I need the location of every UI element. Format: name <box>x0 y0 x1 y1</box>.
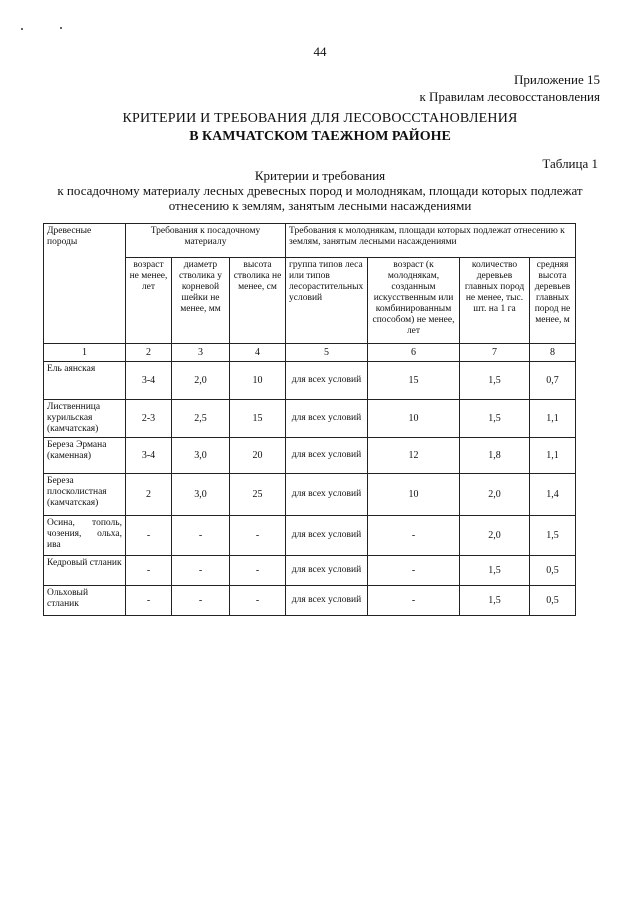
table-row <box>44 438 576 474</box>
cell-tree-count: 1,5 <box>460 556 530 586</box>
cell-age-planting: - <box>126 516 172 556</box>
table-row <box>44 362 576 400</box>
cell-diameter: - <box>172 556 230 586</box>
table-row <box>44 556 576 586</box>
column-number: 5 <box>286 344 368 362</box>
species-name: Кедровый стланик <box>44 556 126 586</box>
header-age-planting: возраст не менее, лет <box>126 258 172 344</box>
cell-tree-count: 1,5 <box>460 362 530 400</box>
column-number: 4 <box>230 344 286 362</box>
header-young-stands: Требования к молоднякам, площади которых подлежат отнесению к землям, занятым лесными насаждениями <box>286 224 576 258</box>
cell-average-height: 0,7 <box>530 362 576 400</box>
cell-forest-type: для всех условий <box>286 400 368 438</box>
table-row <box>44 516 576 556</box>
page-number: 44 <box>313 44 327 59</box>
cell-forest-type: для всех условий <box>286 556 368 586</box>
header-species: Древесные породы <box>44 224 126 344</box>
column-number: 6 <box>368 344 460 362</box>
cell-diameter: - <box>172 516 230 556</box>
cell-forest-type: для всех условий <box>286 438 368 474</box>
species-name: Ель аянская <box>44 362 126 400</box>
cell-height-planting: 10 <box>230 362 286 400</box>
table-row <box>44 586 576 616</box>
cell-diameter: - <box>172 586 230 616</box>
table-subtitle-line-2: к посадочному материалу лесных древесных пород и молоднякам, площади которых подлежат отнесению к землям, занятым лесными насаждениями <box>57 183 583 213</box>
header-planting-material: Требования к посадочному материалу <box>126 224 286 258</box>
header-height-planting: высота стволика не менее, см <box>230 258 286 344</box>
cell-age-young: - <box>368 556 460 586</box>
table-row <box>44 474 576 516</box>
cell-average-height: 0,5 <box>530 586 576 616</box>
scan-speck <box>60 27 62 29</box>
cell-diameter: 3,0 <box>172 474 230 516</box>
cell-tree-count: 1,8 <box>460 438 530 474</box>
cell-height-planting: 20 <box>230 438 286 474</box>
cell-age-young: - <box>368 516 460 556</box>
cell-average-height: 1,4 <box>530 474 576 516</box>
cell-age-young: 10 <box>368 400 460 438</box>
cell-tree-count: 2,0 <box>460 474 530 516</box>
appendix-line-2: к Правилам лесовосстановления <box>419 89 600 104</box>
column-number: 8 <box>530 344 576 362</box>
species-name: Береза плосколистная (камчатская) <box>44 474 126 516</box>
cell-height-planting: 25 <box>230 474 286 516</box>
cell-average-height: 1,1 <box>530 438 576 474</box>
cell-forest-type: для всех условий <box>286 362 368 400</box>
header-tree-count: количество деревьев главных пород не менее, тыс. шт. на 1 га <box>460 258 530 344</box>
table-label: Таблица 1 <box>542 156 598 171</box>
cell-age-planting: 3-4 <box>126 438 172 474</box>
species-name: Лиственница курильская (камчатская) <box>44 400 126 438</box>
column-number: 1 <box>44 344 126 362</box>
cell-height-planting: - <box>230 556 286 586</box>
column-number: 2 <box>126 344 172 362</box>
table-subtitle-line-1: Критерии и требования <box>254 168 386 183</box>
header-row-groups <box>44 224 576 258</box>
cell-age-young: 15 <box>368 362 460 400</box>
column-number-row <box>44 344 576 362</box>
cell-height-planting: - <box>230 516 286 556</box>
cell-tree-count: 2,0 <box>460 516 530 556</box>
species-name: Осина, тополь, чозения, ольха, ива <box>44 516 126 556</box>
criteria-table <box>43 223 576 616</box>
cell-age-young: 10 <box>368 474 460 516</box>
cell-age-planting: - <box>126 556 172 586</box>
cell-height-planting: - <box>230 586 286 616</box>
column-number: 7 <box>460 344 530 362</box>
table-row <box>44 400 576 438</box>
appendix-line-1: Приложение 15 <box>513 72 600 87</box>
species-name: Ольховый стланик <box>44 586 126 616</box>
cell-age-planting: 2 <box>126 474 172 516</box>
cell-age-young: - <box>368 586 460 616</box>
cell-age-planting: - <box>126 586 172 616</box>
cell-tree-count: 1,5 <box>460 586 530 616</box>
header-diameter: диаметр стволика у корневой шейки не менее, мм <box>172 258 230 344</box>
cell-average-height: 1,1 <box>530 400 576 438</box>
cell-forest-type: для всех условий <box>286 474 368 516</box>
cell-diameter: 2,0 <box>172 362 230 400</box>
cell-average-height: 1,5 <box>530 516 576 556</box>
column-number: 3 <box>172 344 230 362</box>
document-title-line-2: В КАМЧАТСКОМ ТАЕЖНОМ РАЙОНЕ <box>189 129 451 144</box>
document-title-line-1: КРИТЕРИИ И ТРЕБОВАНИЯ ДЛЯ ЛЕСОВОССТАНОВЛЕНИЯ <box>122 111 518 126</box>
appendix-reference <box>419 71 600 105</box>
cell-height-planting: 15 <box>230 400 286 438</box>
cell-forest-type: для всех условий <box>286 586 368 616</box>
header-age-young: возраст (к молоднякам, созданным искусственным или комбинированным способом) не менее, лет <box>368 258 460 344</box>
cell-diameter: 3,0 <box>172 438 230 474</box>
cell-forest-type: для всех условий <box>286 516 368 556</box>
cell-diameter: 2,5 <box>172 400 230 438</box>
scan-speck <box>21 28 23 30</box>
header-forest-type: группа типов леса или типов лесорастительных условий <box>286 258 368 344</box>
cell-average-height: 0,5 <box>530 556 576 586</box>
species-name: Береза Эрмана (каменная) <box>44 438 126 474</box>
header-average-height: средняя высота деревьев главных пород не менее, м <box>530 258 576 344</box>
cell-tree-count: 1,5 <box>460 400 530 438</box>
cell-age-planting: 2-3 <box>126 400 172 438</box>
cell-age-planting: 3-4 <box>126 362 172 400</box>
cell-age-young: 12 <box>368 438 460 474</box>
